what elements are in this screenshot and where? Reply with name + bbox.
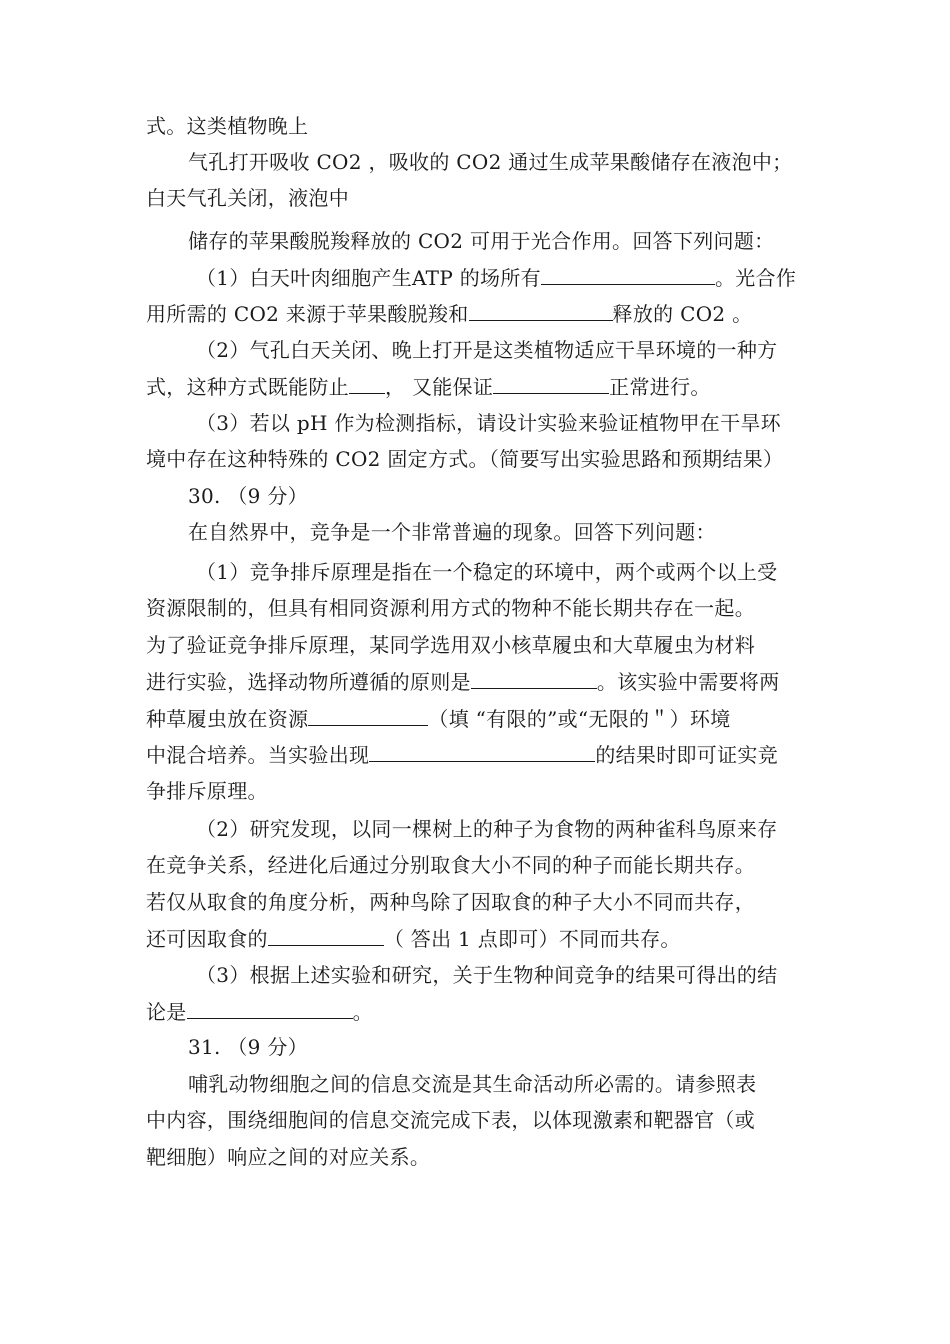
q29-line-4: 储存的苹果酸脱羧释放的 CO2 可用于光合作用。回答下列问题： bbox=[188, 229, 775, 253]
text: 。光合作 bbox=[714, 266, 797, 290]
answer-blank-conclusion[interactable] bbox=[187, 998, 353, 1019]
q30-part2-line3: 若仅从取食的角度分析，两种鸟除了因取食的种子大小不同而共存， bbox=[146, 890, 755, 914]
text: 。该实验中需要将两 bbox=[596, 670, 780, 694]
q29-part3-line1: （3）若以 pH 作为检测指标，请设计实验来验证植物甲在干旱环 bbox=[196, 411, 781, 435]
q29-line-1: 式。这类植物晚上 bbox=[146, 114, 309, 138]
answer-blank-resource[interactable] bbox=[308, 705, 428, 726]
text: 用所需的 CO2 来源于苹果酸脱羧和 bbox=[146, 302, 469, 326]
q30-part3-line2 bbox=[146, 998, 373, 1024]
text: （1）白天叶肉细胞产生ATP 的场所有 bbox=[196, 266, 541, 290]
q31-line-2: 中内容，围绕细胞间的信息交流完成下表，以体现激素和靶器官（或 bbox=[146, 1108, 755, 1132]
q29-part2-line1: （2）气孔白天关闭、晚上打开是这类植物适应干旱环境的一种方 bbox=[196, 338, 778, 362]
q31-line-3: 靶细胞）响应之间的对应关系。 bbox=[146, 1145, 431, 1169]
q30-part1-line5 bbox=[146, 705, 731, 731]
q30-part1-line1: （1）竞争排斥原理是指在一个稳定的环境中，两个或两个以上受 bbox=[196, 560, 778, 584]
q30-part1-line3: 为了验证竞争排斥原理，某同学选用双小核草履虫和大草履虫为材料 bbox=[146, 633, 755, 657]
q30-part2-line4 bbox=[146, 925, 681, 951]
text: 释放的 CO2 。 bbox=[612, 302, 753, 326]
q29-line-2: 气孔打开吸收 CO2 ，吸收的 CO2 通过生成苹果酸储存在液泡中； bbox=[188, 150, 793, 174]
q29-line-3: 白天气孔关闭，液泡中 bbox=[146, 186, 349, 210]
text: 正常进行。 bbox=[609, 375, 711, 399]
q29-part2-line2 bbox=[146, 373, 711, 399]
answer-blank-feeding[interactable] bbox=[268, 925, 384, 946]
q29-part3-line2: 境中存在这种特殊的 CO2 固定方式。（简要写出实验思路和预期结果） bbox=[146, 447, 784, 471]
text: 还可因取食的 bbox=[146, 927, 268, 951]
text: ， 又能保证 bbox=[385, 375, 494, 399]
q30-part3-line1: （3）根据上述实验和研究，关于生物种间竞争的结果可得出的结 bbox=[196, 963, 778, 987]
text: 种草履虫放在资源 bbox=[146, 707, 309, 731]
answer-blank-ensure[interactable] bbox=[493, 373, 609, 394]
q30-part2-line2: 在竞争关系，经进化后通过分别取食大小不同的种子而能长期共存。 bbox=[146, 853, 755, 877]
text: （ 答出 1 点即可）不同而共存。 bbox=[383, 927, 681, 951]
text: 中混合培养。当实验出现 bbox=[146, 743, 370, 767]
answer-blank-atp-site[interactable] bbox=[541, 264, 715, 285]
q30-intro: 在自然界中，竞争是一个非常普遍的现象。回答下列问题： bbox=[188, 520, 716, 544]
q29-part1-line2 bbox=[146, 300, 752, 326]
q30-header: 30. （9 分） bbox=[188, 484, 308, 508]
q30-part2-line1: （2）研究发现，以同一棵树上的种子为食物的两种雀科鸟原来存 bbox=[196, 817, 778, 841]
q30-part1-line6 bbox=[146, 741, 778, 767]
text: （填 “有限的”或“无限的＂）环境 bbox=[428, 707, 731, 731]
text: 式，这种方式既能防止 bbox=[146, 375, 349, 399]
text: 。 bbox=[352, 1000, 373, 1024]
answer-blank-prevent[interactable] bbox=[349, 373, 385, 394]
text: 进行实验，选择动物所遵循的原则是 bbox=[146, 670, 471, 694]
answer-blank-result[interactable] bbox=[369, 741, 595, 762]
text: 的结果时即可证实竞 bbox=[595, 743, 779, 767]
text: 论是 bbox=[146, 1000, 187, 1024]
answer-blank-principle[interactable] bbox=[471, 668, 597, 689]
q30-part1-line4 bbox=[146, 668, 780, 694]
q29-part1-line1 bbox=[196, 264, 796, 290]
q30-part1-line2: 资源限制的，但具有相同资源利用方式的物种不能长期共存在一起。 bbox=[146, 596, 755, 620]
q31-header: 31. （9 分） bbox=[188, 1035, 308, 1059]
answer-blank-co2-source[interactable] bbox=[469, 300, 613, 321]
q31-line-1: 哺乳动物细胞之间的信息交流是其生命活动所必需的。请参照表 bbox=[188, 1072, 757, 1096]
q30-part1-line7: 争排斥原理。 bbox=[146, 779, 268, 803]
